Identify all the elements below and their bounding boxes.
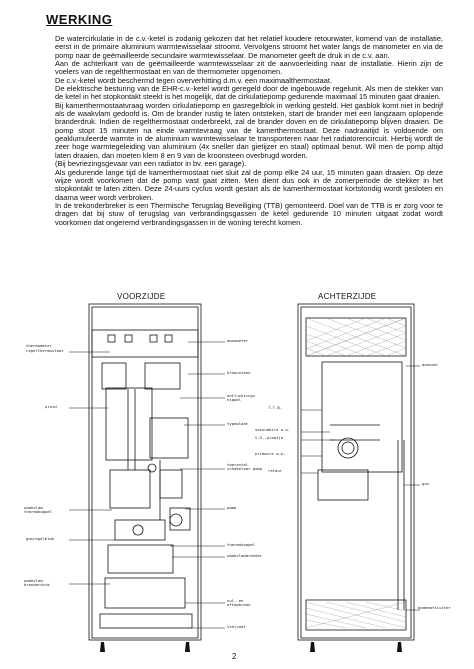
section-heading: WERKING — [46, 12, 113, 27]
paragraph: Als gedurende lange tijd de kamerthermostaat niet sluit zal de pomp elke 24 uur, 15 minuten gaan draaien. Op deze wijze wordt voorkomen dat de pomp vast gaat zitten. Men dient dus ook in de zomerperiode de stekker in het stopkontakt te laten zitten. Deze 24-uurs cyclus wordt gestart als de kamerthermostaat kortstondig wordt gesloten en daarna weer wordt verbroken. — [55, 167, 443, 202]
label-pomp: pomp — [227, 505, 237, 510]
label-regelthermostaat: regelthermostaat — [26, 348, 64, 353]
paragraph: De elektrische besturing van de EHR-c.v.-ketel wordt geregeld door de ingebouwde regelunit. Als men de stekker van de ketel in het stopkontakt steekt is het mogelijk, dat de cirkulatiepomp gedurende maximaal 15 minuten gaat draaien. — [55, 84, 443, 102]
label-waakvlam-branderdruk: waakvlam branderdruk — [24, 578, 50, 588]
label-aanvoer: aanvoer — [422, 362, 439, 367]
label-thermometer: thermometer — [26, 343, 52, 348]
paragraph: Aan de achterkant van de geëmailleerde warmtewisselaar zit de aanvoerleiding naar de installatie. Hierin zijn de voelers van de regelthermostaat en van de thermometer opgenomen. — [55, 59, 443, 77]
label-vul-en-aftapkraan: vul- en aftapkraan — [227, 598, 251, 608]
label-bodemafsluiter: bodemafsluiter — [418, 605, 451, 610]
label-gasregelblok: gasregelblok — [26, 536, 55, 541]
label-secundaire-ww: secundaire w.w. — [255, 427, 291, 432]
paragraph: (Bij bevriezingsgevaar van een radiator in bv. een garage). — [55, 159, 247, 169]
label-pruid: pruid — [45, 404, 57, 409]
label-vg-plaatje: V.G.-plaatje — [255, 435, 284, 440]
label-stelvoet: stelvoet — [227, 624, 246, 629]
paragraph: De watercirkulatie in de c.v.-ketel is zodanig gekozen dat het relatief koudere retourwater, komend van de installatie, eerst in de primaire aluminium warmtewisselaar stroomt. Vervolgens stroomt het water langs de manometer en via de pomp naar de geëmailleerde secundaire warmtewisselaar. De manometer geeft de druk in de c.v. aan. — [55, 34, 443, 60]
label-ttb: T.T.B. — [268, 405, 283, 410]
paragraph: In de trekonderbreker is een Thermische Terugslag Beveiliging (TTB) gemonteerd. Doel van de TTB is er zorg voor te dragen dat bij stuw of terugslag van verbrandingsgassen de ketel gedurende 10 minuten uitgaat zodat wordt voorkomen dat ongeremd verbrandingsgassen in de woning terecht komen. — [55, 200, 443, 227]
front-view-caption: VOORZIJDE — [117, 292, 166, 301]
paragraph: De c.v.-ketel wordt beschermd tegen oververhitting d.m.v. een maximaalthermostaat. — [55, 75, 332, 85]
label-gas: gas — [422, 481, 430, 486]
label-thermokoppel: thermokoppel — [227, 542, 256, 547]
label-kroonsteen: kroonsteen — [227, 370, 251, 375]
label-ontluchtings-nippel: ontluchtings nippel — [227, 393, 256, 403]
paragraph: Bij kamerthermostaatvraag worden cirkulatiepomp en gasregelblok in werking gesteld. Het gasblok komt niet in bedrijf als de waakvlam gedoofd is. Om de brander rustig te laten ontsteken, start de brander met een langzaam oplopende branderdruk. Indien de regelthermostaat onderbreekt, zal de brander doven en de cirkulatiepomp blijven draaien. De pomp stopt 15 minuten na einde warmtevraag van de kamerthermostaat. Deze nadraaitijd is voldoende om geaklumuleerde warmte in de aluminium warmtewisselaar te transporteren naar het radiatorencircuit. Hierbij wordt de zeer hoge warmtegeleiding van aluminium (4x sneller dan gietijzer en staal) optimaal benut. Wil men de pomp altijd laten draaien, dan moeten klem 8 en 9 van de kroonsteen overbrugd worden. — [55, 100, 443, 160]
label-typeplaat: typeplaat — [227, 421, 249, 426]
label-manometer: manometer — [227, 338, 249, 343]
label-waakvlambrander: waakvlambrander — [227, 553, 263, 558]
label-retour: retour — [268, 468, 283, 473]
back-view-caption: ACHTERZIJDE — [318, 292, 377, 301]
label-toerental-schakelaar-pomp: toerental schakelaar pomp — [227, 462, 263, 472]
label-waakvlam-thermokoppel: waakvlam thermokoppel — [24, 505, 53, 515]
page-number: 2 — [232, 652, 237, 661]
label-primaire-ww: primaire w.w. — [255, 451, 286, 456]
